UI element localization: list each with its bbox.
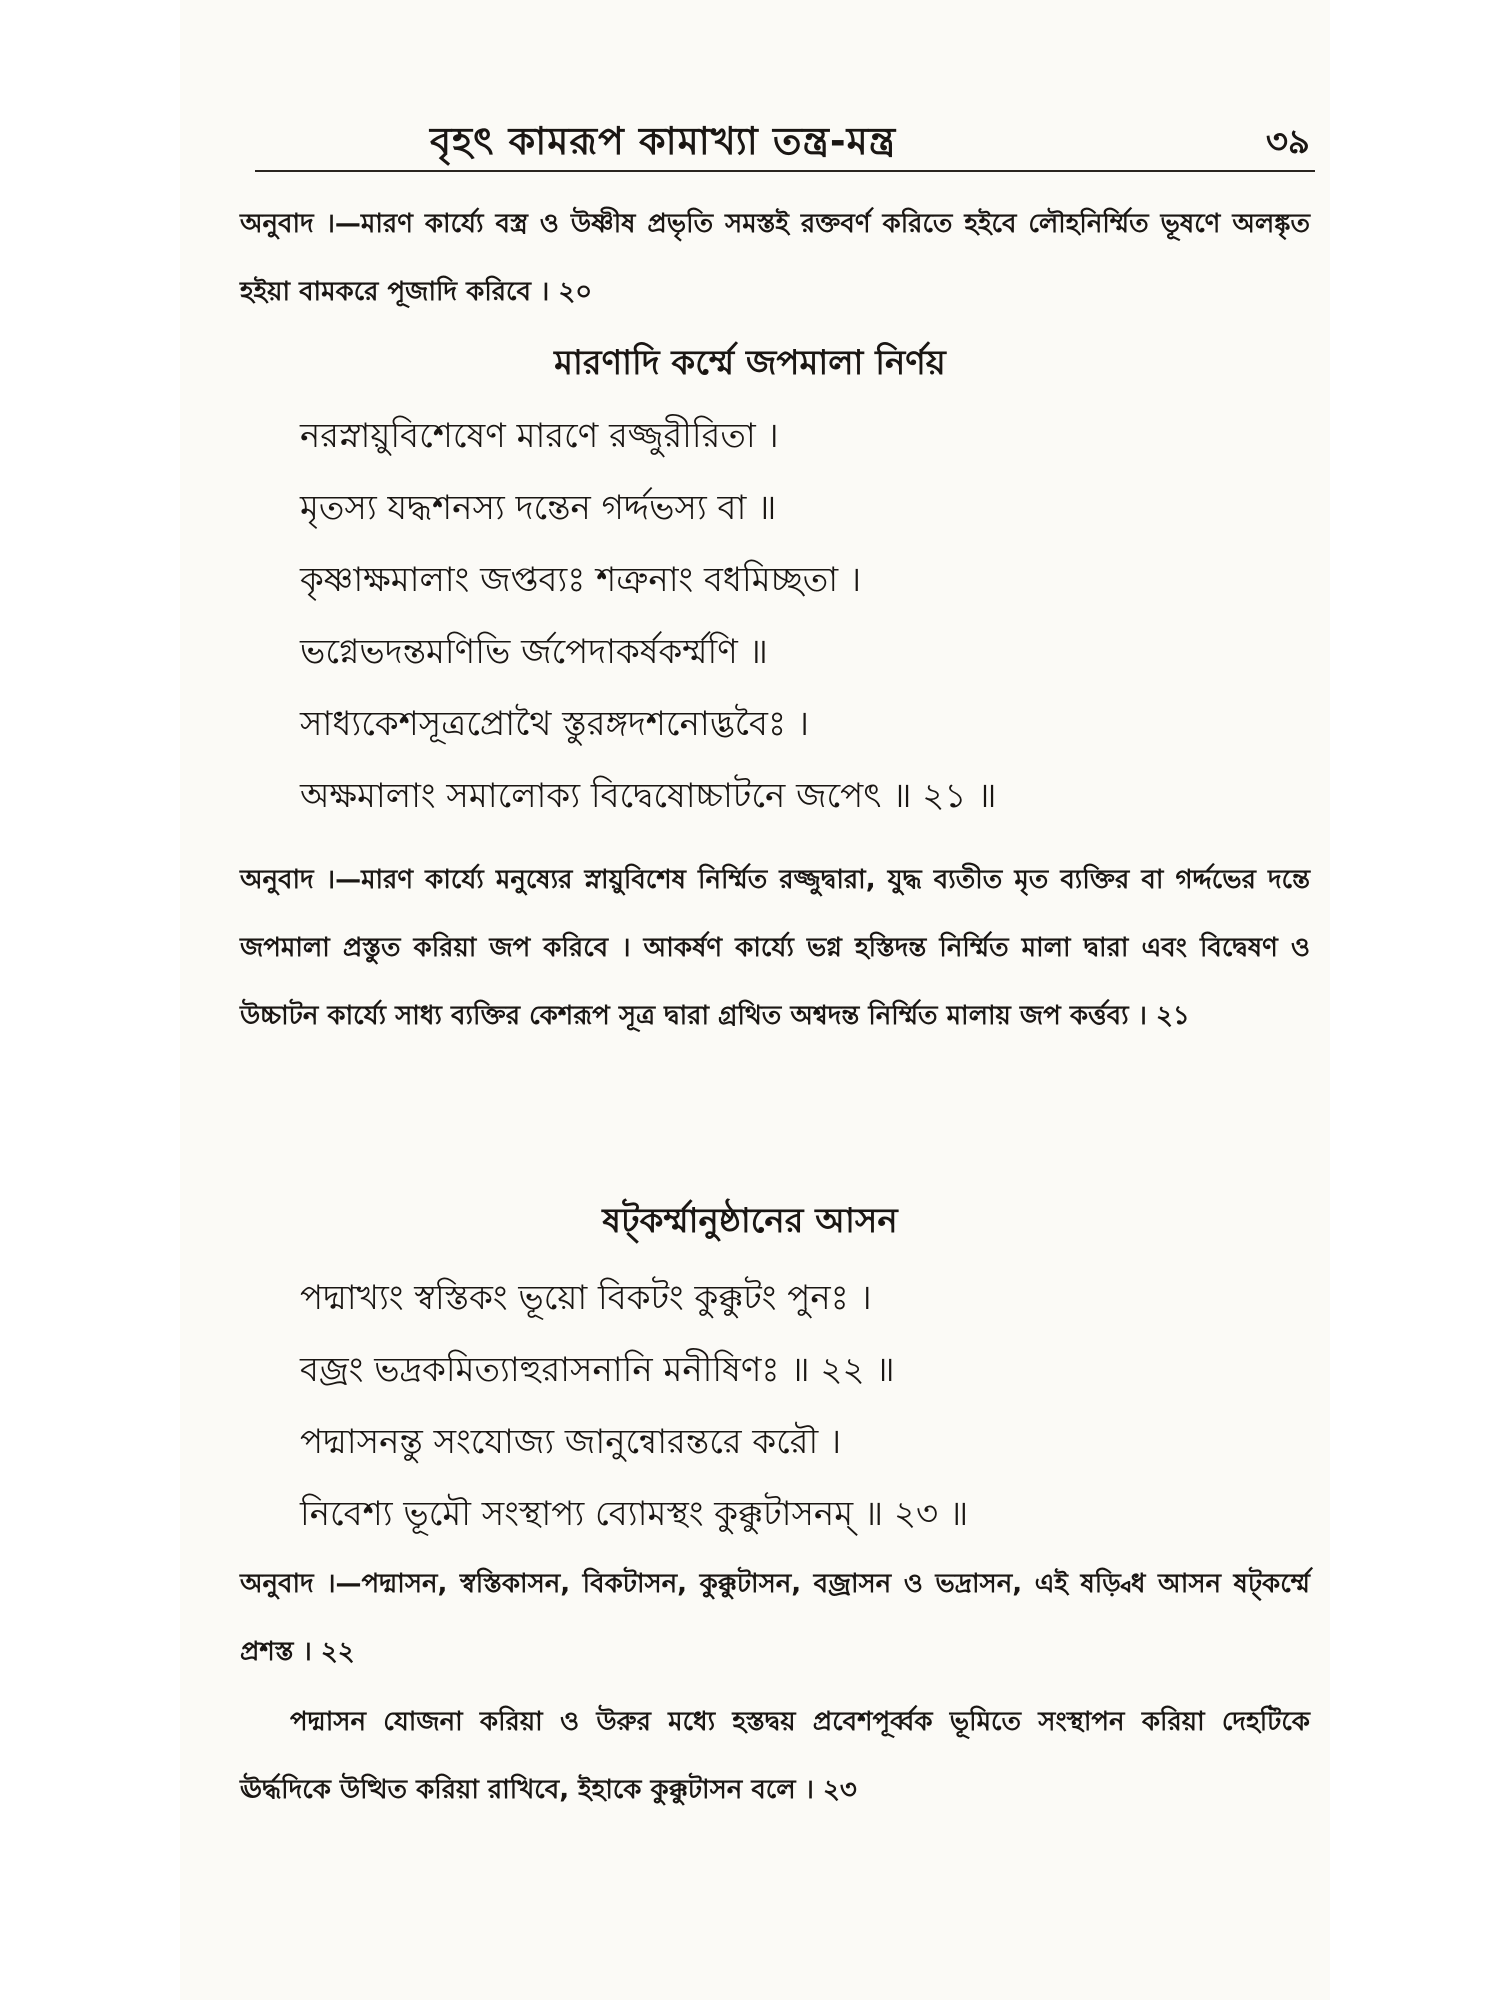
translation-paragraph: পদ্মাসন যোজনা করিয়া ও উরুর মধ্যে হস্তদ্বয় প্রবেশপূর্ব্বক ভূমিতে সংস্থাপন করিয়া দেহটিকে ঊর্দ্ধদিকে উত্থিত করিয়া রাখিবে, ইহাকে কুক্কুটাসন বলে । ২৩ — [240, 1707, 1310, 1805]
section-heading: ষট্কর্ম্মানুষ্ঠানের আসন — [602, 1201, 898, 1241]
verse-line: নিবেশ্য ভূমৌ সংস্থাপ্য ব্যোমস্থং কুক্কুটাসনম্ ॥ ২৩ ॥ — [300, 1494, 969, 1534]
sanskrit-verse — [300, 1262, 1300, 1550]
translation-paragraph: অনুবাদ ।—মারণ কার্য্যে মনুষ্যের স্নায়ুবিশেষ নির্ম্মিত রজ্জুদ্বারা, যুদ্ধ ব্যতীত মৃত ব্যক্তির বা গর্দ্দভের দন্তে জপমালা প্রস্তুত করিয়া জপ করিবে । আকর্ষণ কার্য্যে ভগ্ন হস্তিদন্ত নির্ম্মিত মালা দ্বারা এবং বিদ্বেষণ ও উচ্চাটন কার্য্যে সাধ্য ব্যক্তির কেশরূপ সূত্র দ্বারা গ্রথিত অশ্বদন্ত নির্ম্মিত মালায় জপ কর্ত্তব্য । ২১ — [240, 865, 1310, 1031]
verse-line: নরস্নায়ুবিশেষেণ মারণে রজ্জুরীরিতা । — [300, 416, 779, 456]
verse-line: পদ্মাসনন্তু সংযোজ্য জানুন্বোরন্তরে করৌ । — [300, 1422, 842, 1462]
translation-paragraph: অনুবাদ ।—মারণ কার্য্যে বস্ত্র ও উষ্ণীষ প্রভৃতি সমস্তই রক্তবর্ণ করিতে হইবে লৌহনির্ম্মিত ভূষণে অলঙ্কৃত হইয়া বামকরে পূজাদি করিবে । ২০ — [240, 209, 1310, 307]
verse-line: পদ্মাখ্যং স্বস্তিকং ভূয়ো বিকটং কুক্কুটং পুনঃ । — [300, 1278, 872, 1318]
verse-line: সাধ্যকেশসূত্রপ্রোথৈ স্তুরঙ্গদশনোদ্ভবৈঃ । — [300, 704, 810, 744]
running-title: বৃহৎ কামরূপ কামাখ্যা তন্ত্র-মন্ত্র — [430, 119, 897, 163]
translation-paragraph: অনুবাদ ।—পদ্মাসন, স্বস্তিকাসন, বিকটাসন, কুক্কুটাসন, বজ্রাসন ও ভদ্রাসন, এই ষড়্বিধ আসন ষট্কর্ম্মে প্রশস্ত । ২২ — [240, 1569, 1310, 1667]
page-header — [250, 112, 1330, 162]
page-number: ৩৯ — [1265, 122, 1310, 162]
verse-line: মৃতস্য যদ্ধশনস্য দন্তেন গর্দ্দভস্য বা ॥ — [300, 488, 777, 528]
section-heading: মারণাদি কর্ম্মে জপমালা নির্ণয় — [554, 343, 946, 383]
verse-line: কৃষ্ণাক্ষমালাং জপ্তব্যঃ শত্রুনাং বধমিচ্ছতা । — [300, 560, 862, 600]
verse-line: ভগ্নেভদন্তমণিভি র্জপেদাকর্ষকর্ম্মণি ॥ — [300, 632, 768, 672]
header-rule — [255, 170, 1315, 172]
verse-line: অক্ষমালাং সমালোক্য বিদ্বেষোচ্চাটনে জপেৎ ॥ ২১ ॥ — [300, 776, 997, 816]
sanskrit-verse — [300, 400, 1300, 832]
verse-line: বজ্রং ভদ্রকমিত্যাহুরাসনানি মনীষিণঃ ॥ ২২ ॥ — [300, 1350, 895, 1390]
